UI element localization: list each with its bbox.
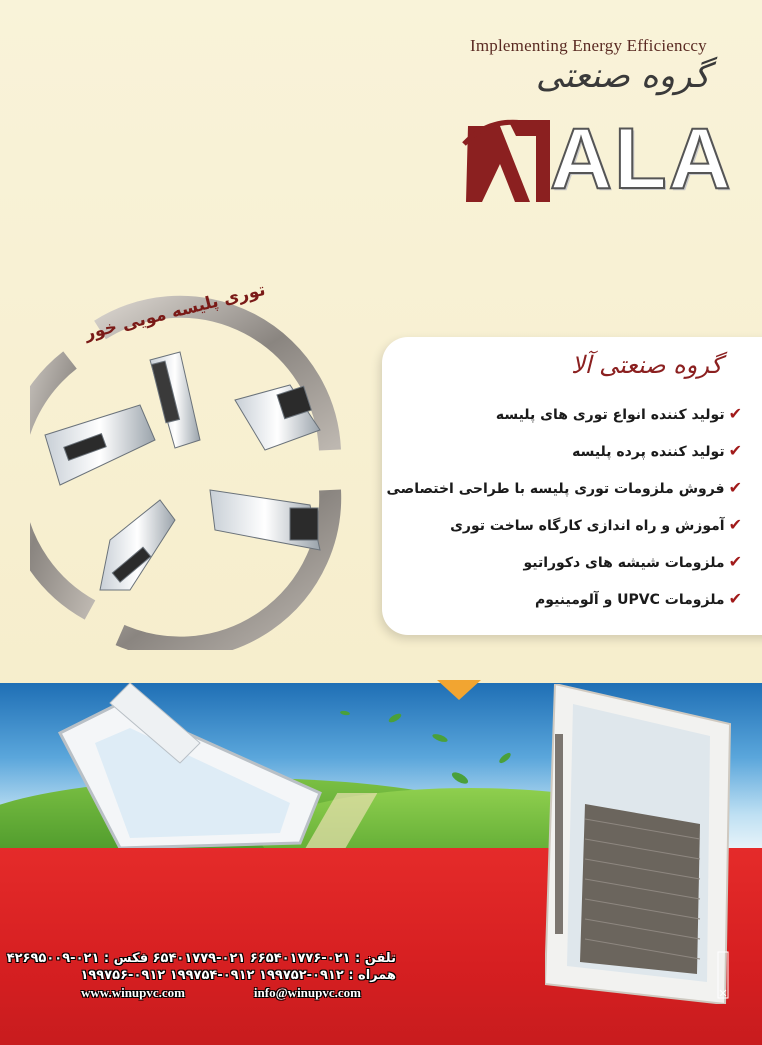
check-icon: ✔ bbox=[728, 441, 742, 460]
mobile-line: همراه : ۰۹۱۲-۱۹۹۷۵۲ ۰۹۱۲-۱۹۹۷۵۴ ۰۹۱۲-۱۹۹۷۵۶ bbox=[80, 968, 396, 983]
feature-item: ✔ملزومات شیشه های دکوراتیو bbox=[523, 552, 742, 571]
web-line bbox=[36, 984, 396, 1001]
feature-item: ✔تولید کننده پرده پلیسه bbox=[572, 441, 742, 460]
window-screen-product bbox=[545, 684, 735, 1004]
check-icon: ✔ bbox=[728, 478, 742, 497]
website-link[interactable]: www.winupvc.com bbox=[81, 985, 186, 1000]
brand-name-persian: گروه صنعتی bbox=[535, 56, 710, 96]
phone-line: تلفن : ۰۲۱-۶۶۵۴۰۱۷۷۶ ۰۲۱-۶۵۴۰۱۷۷۹ فکس : ۰۲۱-۴۲۶۹۵۰۰۹ bbox=[6, 951, 396, 966]
feature-item: ✔آموزش و راه اندازی کارگاه ساخت توری bbox=[450, 515, 742, 534]
small-logo-icon bbox=[716, 950, 730, 1000]
contact-info bbox=[6, 950, 396, 1001]
tagline: Implementing Energy Efficienccy bbox=[470, 36, 707, 55]
check-icon: ✔ bbox=[728, 589, 742, 608]
check-icon: ✔ bbox=[728, 515, 742, 534]
check-icon: ✔ bbox=[728, 552, 742, 571]
feature-item: ✔فروش ملزومات توری پلیسه با طراحی اختصاصی bbox=[386, 478, 742, 497]
check-icon: ✔ bbox=[728, 404, 742, 423]
orange-pointer-icon bbox=[437, 680, 481, 700]
email-link[interactable]: info@winupvc.com bbox=[253, 985, 361, 1000]
feature-item: ✔تولید کننده انواع توری های پلیسه bbox=[495, 404, 742, 423]
brand-name-latin: ALA bbox=[550, 111, 733, 207]
features-panel bbox=[382, 337, 762, 635]
features-list bbox=[387, 399, 743, 621]
product-title: توری پلیسه مویی خور bbox=[82, 279, 268, 345]
company-logo bbox=[460, 36, 733, 216]
panel-brand-logo: گروه صنعتی آلا bbox=[571, 351, 722, 379]
feature-item: ✔ملزومات UPVC و آلومینیوم bbox=[535, 589, 742, 608]
